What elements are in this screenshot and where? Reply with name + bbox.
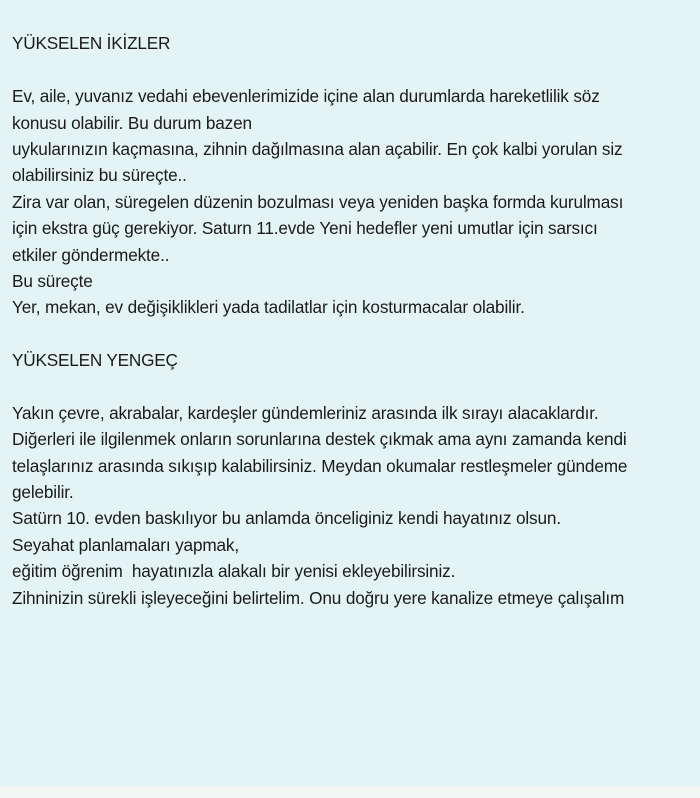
spacer (12, 373, 690, 399)
paragraph-line: Zira var olan, süregelen düzenin bozulması veya yeniden başka formda kurulması (12, 191, 624, 212)
section-heading-yengec: YÜKSELEN YENGEÇ (12, 350, 178, 371)
paragraph-line: Satürn 10. evden baskılıyor bu anlamda önceliginiz kendi hayatınız olsun. (12, 508, 561, 529)
paragraph-line: için ekstra güç gerekiyor. Saturn 11.evde Yeni hedefler yeni umutlar için sarsıcı (12, 218, 598, 239)
paragraph-line: uykularınızın kaçmasına, zihnin dağılmasına alan açabilir. En çok kalbi yorulan siz (12, 138, 623, 159)
spacer (12, 4, 690, 30)
paragraph-line: telaşlarınız arasında sıkışıp kalabilirsiniz. Meydan okumalar restleşmeler gündeme (12, 455, 628, 476)
paragraph-line: Yakın çevre, akrabalar, kardeşler gündemleriniz arasında ilk sırayı alacaklardır. (12, 402, 599, 423)
section-heading-ikizler: YÜKSELEN İKİZLER (12, 33, 171, 54)
paragraph-line: Yer, mekan, ev değişiklikleri yada tadilatlar için kosturmacalar olabilir. (12, 297, 525, 318)
spacer (12, 321, 690, 347)
paragraph-line: olabilirsiniz bu süreçte.. (12, 165, 187, 186)
paragraph-line: konusu olabilir. Bu durum bazen (12, 112, 252, 133)
bottom-strip (0, 786, 700, 798)
paragraph-line: eğitim öğrenim hayatınızla alakalı bir yenisi ekleyebilirsiniz. (12, 561, 456, 582)
paragraph-line: Diğerleri ile ilgilenmek onların sorunlarına destek çıkmak ama aynı zamanda kendi (12, 429, 627, 450)
paragraph-line: etkiler göndermekte.. (12, 244, 170, 265)
paragraph-line: Zihninizin sürekli işleyeceğini belirtelim. Onu doğru yere kanalize etmeye çalışalım (12, 587, 625, 608)
paragraph-line: gelebilir. (12, 482, 74, 503)
spacer (12, 57, 690, 83)
paragraph-line: Ev, aile, yuvanız vedahi ebevenlerimizide içine alan durumlarda hareketlilik söz (12, 86, 600, 107)
paragraph-line: Seyahat planlamaları yapmak, (12, 534, 240, 555)
paragraph-line: Bu süreçte (12, 270, 93, 291)
